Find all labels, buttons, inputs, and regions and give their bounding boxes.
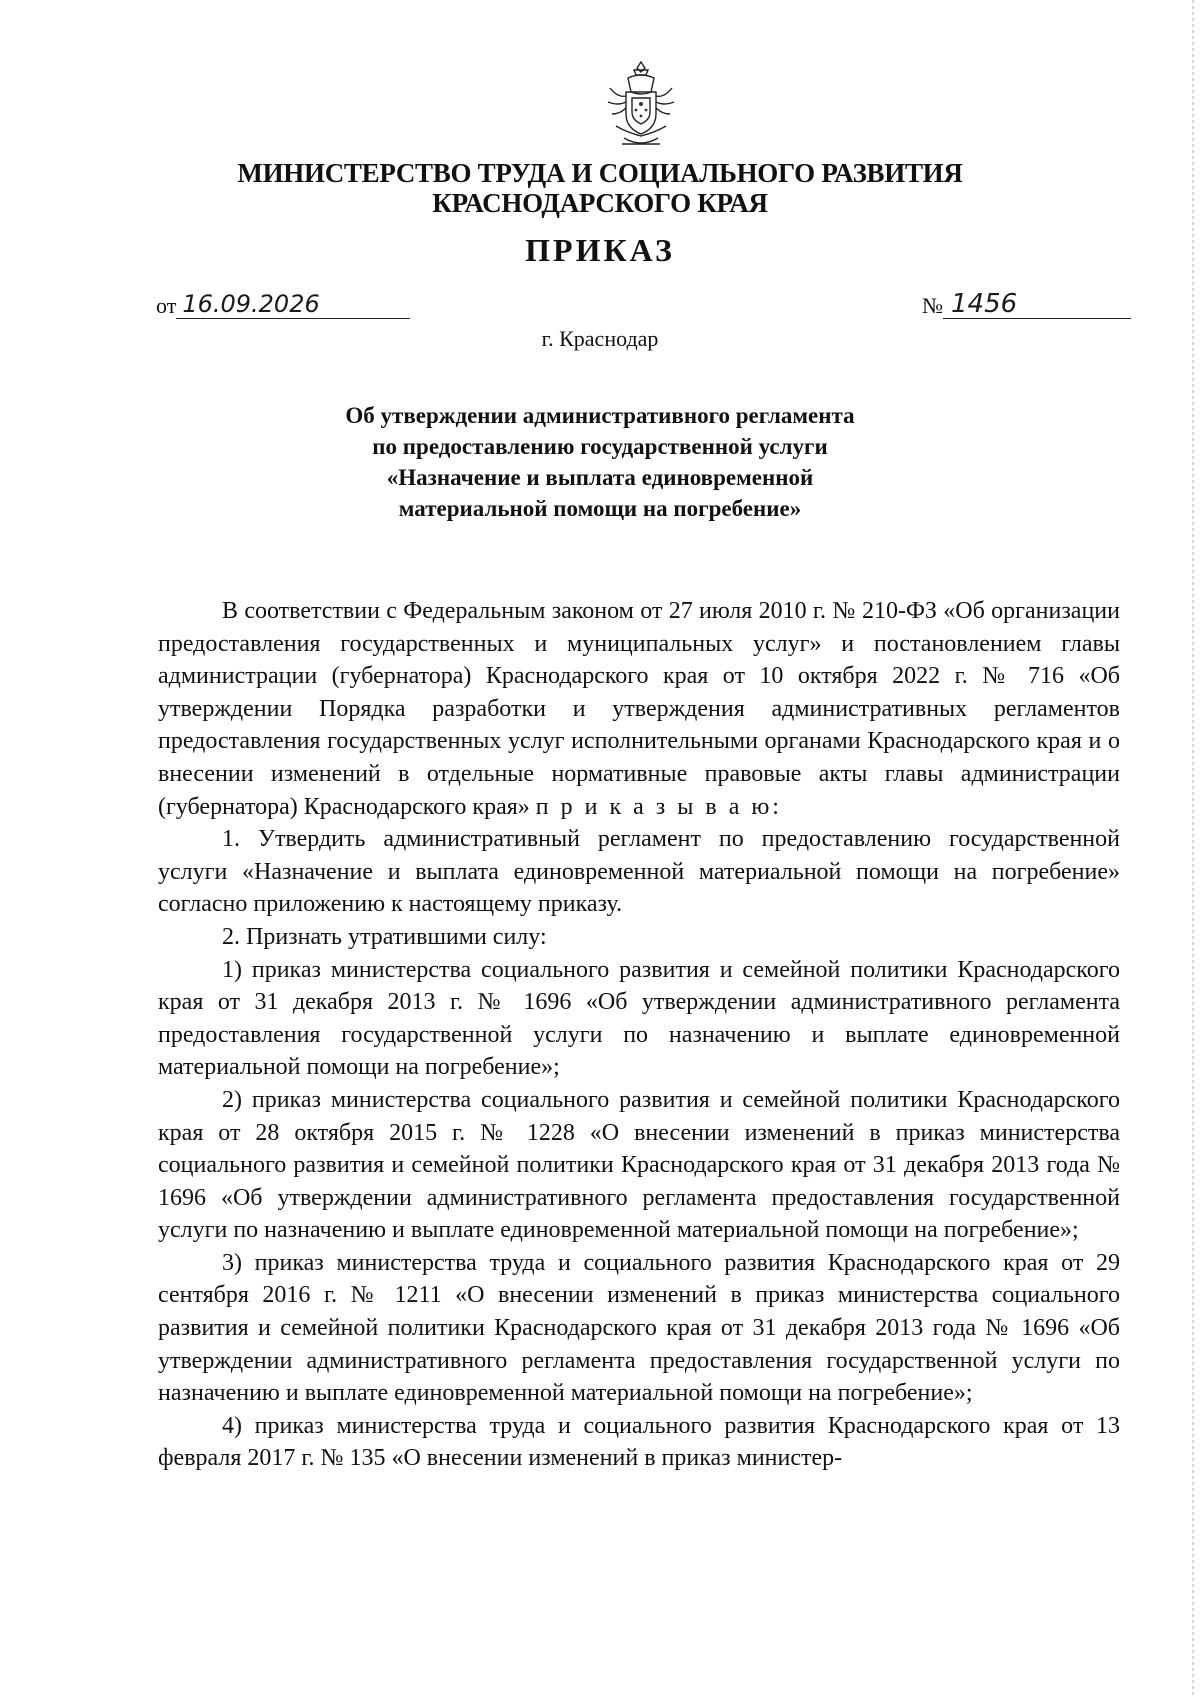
item-2-3-paragraph: 3) приказ министерства труда и социального развития Краснодарского края от 29 сентября 2016 г. № 1211 «О внесении изменений в приказ министерства социального развития и семейной политики Краснодарского края от 31 декабря 2013 года № 1696 «Об утверждении административного регламента предоставления государственной услуги по назначению и выплате единовременной материальной помощи на погребение»;	[158, 1249, 1120, 1407]
order-subject	[250, 400, 950, 524]
preamble-paragraph	[158, 595, 1120, 823]
ministry-name	[150, 158, 1050, 218]
subject-line3: «Назначение и выплата единовременной	[386, 465, 814, 490]
city-name: г. Краснодар	[541, 326, 659, 351]
item-1-paragraph: 1. Утвердить административный регламент по предоставлению государственной услуги «Назначение и выплата единовременной материальной помощи на погребение» согласно приложению к настоящему приказу.	[158, 826, 1120, 918]
preamble-text: В соответствии с Федеральным законом от 27 июля 2010 г. № 210-ФЗ «Об организации предоставления государственных и муниципальных услуг» и постановлением главы администрации (губернатора) Краснодарского края от 10 октября 2022 г. № 716 «Об утверждении Порядка разработки и утверждения административных регламентов предоставления государственных услуг исполнительными органами Краснодарского края и о внесении изменений в отдельные нормативные правовые акты главы администрации (губернатора) Краснодарского края»	[158, 598, 1120, 820]
order-date	[156, 290, 410, 322]
number-prefix: №	[922, 293, 943, 318]
document-type-title: ПРИКАЗ	[525, 232, 675, 268]
scan-edge-dots	[1192, 0, 1194, 1696]
subject-line4: материальной помощи на погребение»	[398, 496, 802, 521]
order-word: п р и к а з ы в а ю:	[535, 793, 782, 820]
item-2-4-paragraph: 4) приказ министерства труда и социального развития Краснодарского края от 13 февраля 2017 г. № 135 «О внесении изменений в приказ министер-	[158, 1412, 1120, 1472]
item-2-1-paragraph: 1) приказ министерства социального развития и семейной политики Краснодарского края от 31 декабря 2013 г. № 1696 «Об утверждении административного регламента предоставления государственной услуги по назначению и выплате единовременной материальной помощи на погребение»;	[158, 956, 1120, 1081]
ministry-name-line2: КРАСНОДАРСКОГО КРАЯ	[432, 188, 768, 218]
ministry-name-line1: МИНИСТЕРСТВО ТРУДА И СОЦИАЛЬНОГО РАЗВИТИЯ	[237, 158, 963, 188]
subject-line1: Об утверждении административного регламента	[345, 403, 855, 428]
handwritten-date: 16.09.2026	[176, 290, 410, 319]
order-number	[922, 290, 1131, 322]
item-2-paragraph: 2. Признать утратившими силу:	[222, 923, 547, 950]
coat-of-arms-emblem	[602, 58, 680, 150]
handwritten-number: 1456	[943, 290, 1131, 319]
subject-line2: по предоставлению государственной услуги	[372, 434, 828, 459]
date-prefix: от	[156, 293, 177, 318]
item-2-2-paragraph: 2) приказ министерства социального развития и семейной политики Краснодарского края от 28 октября 2015 г. № 1228 «О внесении изменений в приказ министерства социального развития и семейной политики Краснодарского края от 31 декабря 2013 года № 1696 «Об утверждении административного регламента предоставления государственной услуги по назначению и выплате единовременной материальной помощи на погребение»;	[158, 1086, 1120, 1244]
order-body	[158, 595, 1120, 1475]
